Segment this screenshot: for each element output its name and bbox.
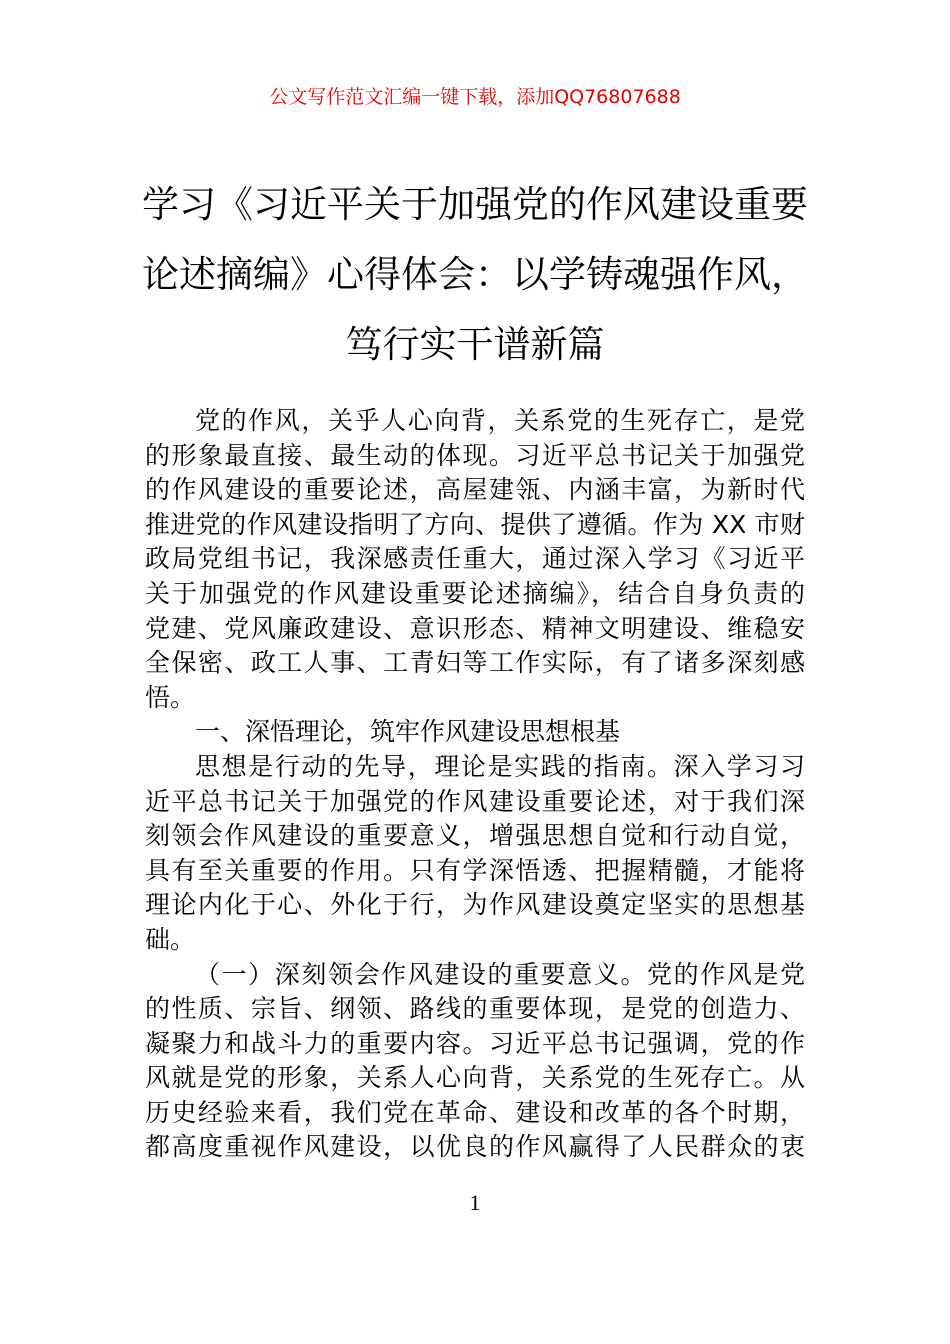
body-text-line: 全保密、政工人事、工青妇等工作实际，有了诸多深刻感	[145, 648, 805, 678]
title-line: 笃行实干谱新篇	[345, 323, 605, 366]
body-text-line: 具有至关重要的作用。只有学深悟透、把握精髓，才能将	[145, 855, 805, 885]
body-text-line: 悟。	[145, 682, 196, 712]
body-text-line: 党的作风，关乎人心向背，关系党的生死存亡，是党	[195, 406, 805, 435]
body-text-line: 近平总书记关于加强党的作风建设重要论述，对于我们深	[145, 786, 805, 816]
title-line: 学习《习近平关于加强党的作风建设重要	[142, 183, 808, 226]
body-text-line: 刻领会作风建设的重要意义，增强思想自觉和行动自觉，	[145, 821, 805, 851]
body-text-line: 的作风建设的重要论述，高屋建瓴、内涵丰富，为新时代	[145, 475, 805, 505]
body-text-line: 政局党组书记，我深感责任重大，通过深入学习《习近平	[145, 544, 805, 574]
download-banner: 公文写作范文汇编一键下载，添加QQ76807688	[269, 86, 681, 108]
body-text-line: 理论内化于心、外化于行，为作风建设奠定坚实的思想基	[145, 890, 805, 920]
page-number: 1	[469, 1190, 481, 1215]
body-text-line: 关于加强党的作风建设重要论述摘编》，结合自身负责的	[145, 578, 805, 608]
body-text-line: 的形象最直接、最生动的体现。习近平总书记关于加强党	[145, 440, 805, 470]
section-heading: 一、深悟理论，筑牢作风建设思想根基	[195, 717, 621, 747]
body-text-line: 思想是行动的先导，理论是实践的指南。深入学习习	[195, 751, 805, 781]
body-text-line: 党建、党风廉政建设、意识形态、精神文明建设、维稳安	[145, 613, 805, 643]
body-text-line: （一）深刻领会作风建设的重要意义。党的作风是党	[195, 959, 805, 989]
body-text-line: 都高度重视作风建设，以优良的作风赢得了人民群众的衷	[145, 1132, 805, 1162]
document-title	[0, 170, 950, 380]
body-text-line: 础。	[145, 924, 196, 954]
body-text-line: 的性质、宗旨、纲领、路线的重要体现，是党的创造力、	[145, 994, 805, 1024]
body-text-line: 凝聚力和战斗力的重要内容。习近平总书记强调，党的作	[145, 1028, 805, 1058]
document-body	[145, 404, 805, 1165]
body-text-line: 推进党的作风建设指明了方向、提供了遵循。作为 XX 市财	[145, 509, 805, 539]
body-text-line: 历史经验来看，我们党在革命、建设和改革的各个时期，	[145, 1097, 805, 1127]
title-line: 论述摘编》心得体会：以学铸魂强作风，	[142, 253, 808, 296]
body-text-line: 风就是党的形象，关系人心向背，关系党的生死存亡。从	[145, 1063, 805, 1093]
